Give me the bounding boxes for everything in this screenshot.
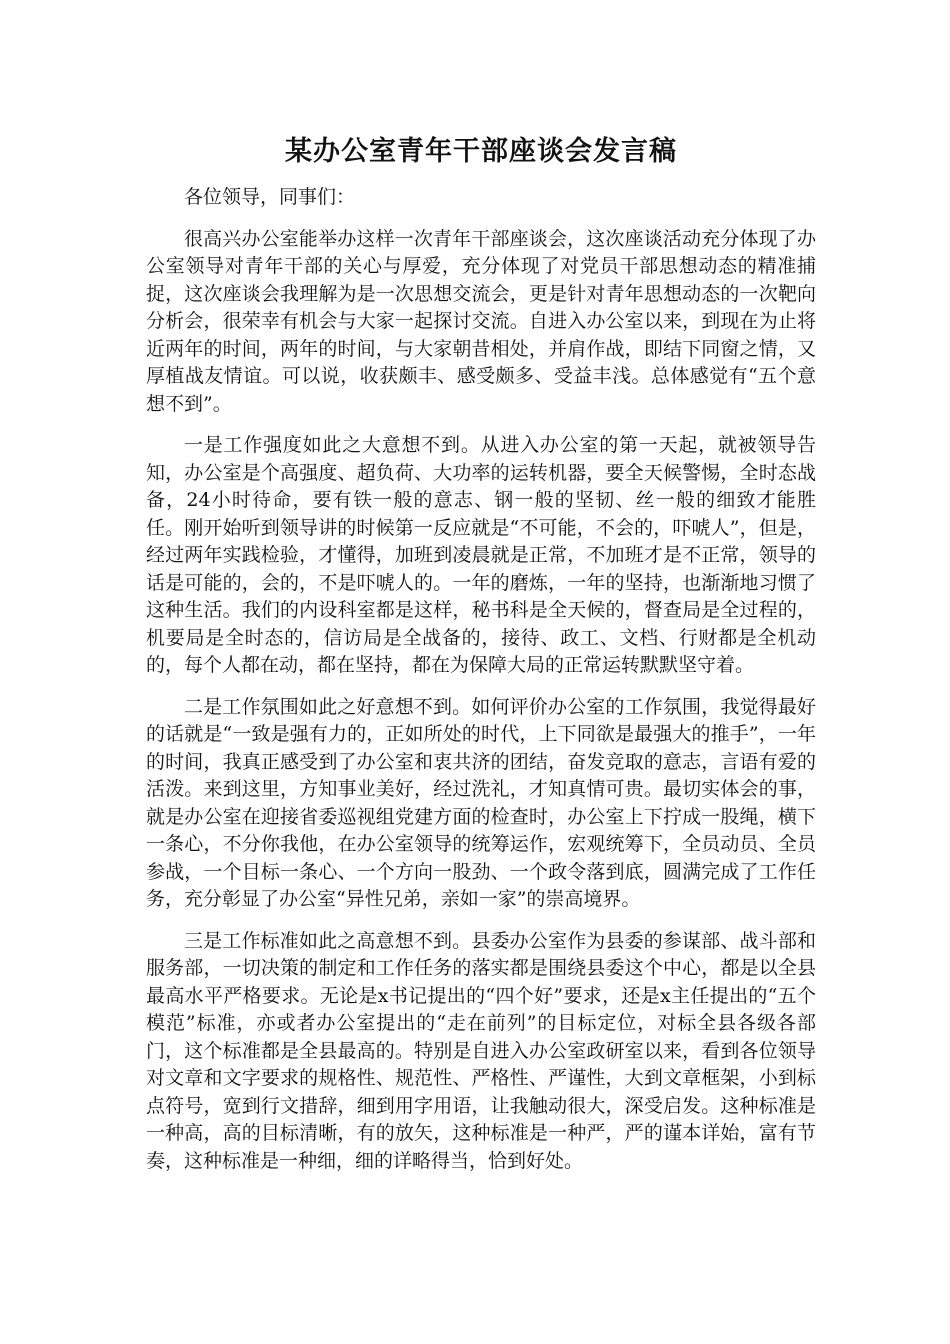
paragraph-intro: 很高兴办公室能举办这样一次青年干部座谈会，这次座谈活动充分体现了办公室领导对青年干部的关心与厚爱，充分体现了对党员干部思想动态的精准捕捉，这次座谈会我理解为是一次思想交流会，更是针对青年思想动态的一次靶向分析会，很荣幸有机会与大家一起探讨交流。自进入办公室以来，到现在为止将近两年的时间，两年的时间，与大家朝昔相处，并肩作战，即结下同窗之情，又厚植战友情谊。可以说，收获颇丰、感受颇多、受益丰浅。总体感觉有“五个意想不到”。 [146,227,816,415]
paragraph-point-one: 一是工作强度如此之大意想不到。从进入办公室的第一天起，就被领导告知，办公室是个高强度、超负荷、大功率的运转机器，要全天候警惕，全时态战备，24小时待命，要有铁一般的意志、钢一般的坚韧、丝一般的细致才能胜任。刚开始听到领导讲的时候第一反应就是“不可能，不会的，吓唬人”，但是，经过两年实践检验，才懂得，加班到凌晨就是正常，不加班才是不正常，领导的话是可能的，会的，不是吓唬人的。一年的磨炼，一年的坚持，也渐渐地习惯了这种生活。我们的内设科室都是这样，秘书科是全天候的，督查局是全过程的，机要局是全时态的，信访局是全战备的，接待、政工、文档、行财都是全机动的，每个人都在动，都在坚持，都在为保障大局的正常运转默默坚守着。 [146,434,816,676]
paragraph-point-three: 三是工作标准如此之高意想不到。县委办公室作为县委的参谋部、战斗部和服务部，一切决策的制定和工作任务的落实都是围绕县委这个中心，都是以全县最高水平严格要求。无论是x书记提出的“四个好”要求，还是x主任提出的“五个模范”标准，亦或者办公室提出的“走在前列”的目标定位，对标全县各级各部门，这个标准都是全县最高的。特别是自进入办公室政研室以来，看到各位领导对文章和文字要求的规格性、规范性、严格性、严谨性，大到文章框架，小到标点符号，宽到行文措辞，细到用字用语，让我触动很大，深受启发。这种标准是一种高，高的目标清晰，有的放矢，这种标准是一种严，严的谨本详始，富有节奏，这种标准是一种细，细的详略得当，恰到好处。 [146,929,816,1172]
document-title: 某办公室青年干部座谈会发言稿 [285,136,677,167]
paragraph-point-two: 二是工作氛围如此之好意想不到。如何评价办公室的工作氛围，我觉得最好的话就是“一致是强有力的，正如所处的时代，上下同欲是最强大的推手”，一年的时间，我真正感受到了办公室和衷共济的团结，奋发竞取的意志，言语有爱的活泼。来到这里，方知事业美好，经过洗礼，才知真情可贵。最切实体会的事，就是办公室在迎接省委巡视组党建方面的检查时，办公室上下拧成一股绳，横下一条心，不分你我他，在办公室领导的统筹运作，宏观统筹下，全员动员、全员参战，一个目标一条心、一个方向一股劲、一个政令落到底，圆满完成了工作任务，充分彰显了办公室“异性兄弟，亲如一家”的崇高境界。 [146,695,816,910]
greeting-line: 各位领导，同事们： [184,186,356,208]
document-body [146,132,816,1189]
